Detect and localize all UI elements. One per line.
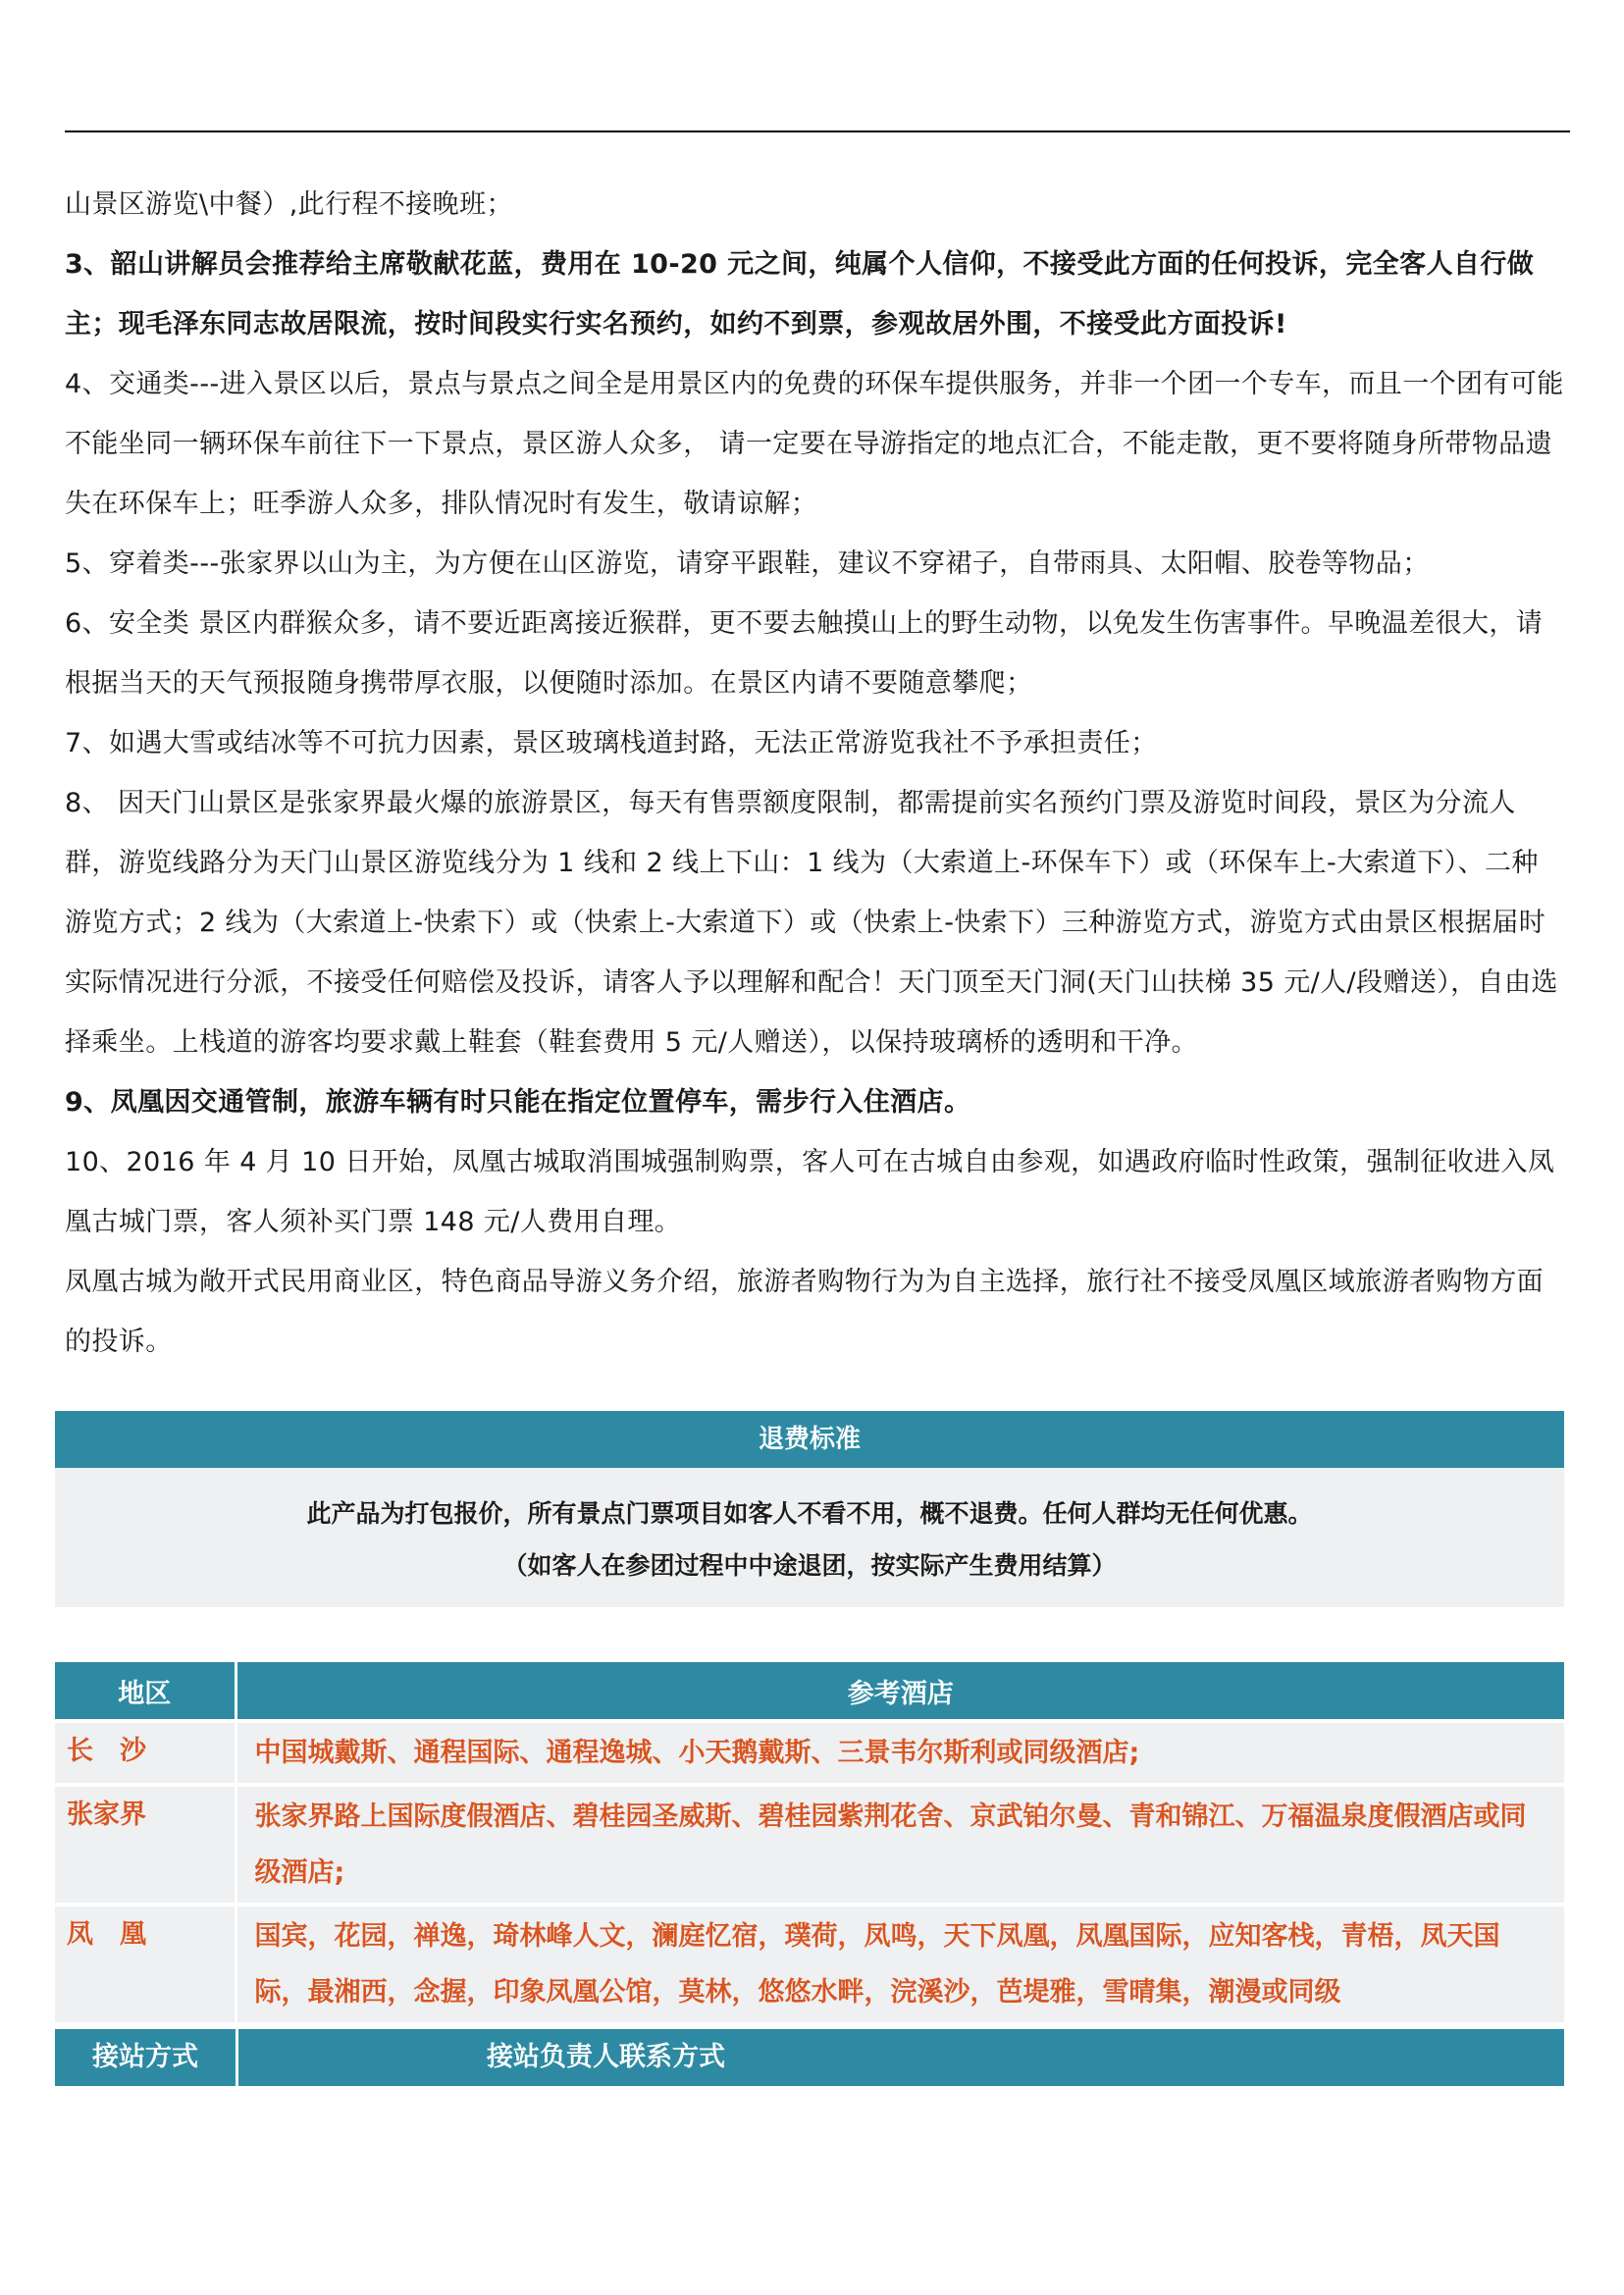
refund-panel	[55, 1411, 1564, 1607]
refund-title: 退费标准	[55, 1411, 1564, 1468]
region-cell: 长 沙	[55, 1721, 236, 1785]
pickup-contact-label: 接站负责人联系方式	[487, 2042, 725, 2072]
note-paragraph: 5、穿着类---张家界以山为主，为方便在山区游览，请穿平跟鞋，建议不穿裙子，自带雨具、太阳帽、胶卷等物品；	[65, 548, 1430, 579]
note-paragraph: 4、交通类---进入景区以后，景点与景点之间全是用景区内的免费的环保车提供服务，并非一个团一个专车，而且一个团有可能不能坐同一辆环保车前往下一下景点，景区游人众多， 请一定要在导游指定的地点汇合，不能走散，更不要将随身所带物品遗失在环保车上；旺季游人众多，排队情况时有发生，敬请谅解；	[65, 369, 1564, 519]
note-paragraph: 9、凤凰因交通管制，旅游车辆有时只能在指定位置停车，需步行入住酒店。	[65, 1087, 971, 1118]
table-row	[55, 1904, 1564, 2022]
refund-line: （如客人在参团过程中中途退团，按实际产生费用结算）	[502, 1551, 1117, 1580]
note-paragraph: 山景区游览\中餐）,此行程不接晚班；	[65, 189, 513, 220]
hotel-table-header	[55, 1662, 1564, 1721]
table-row	[55, 1785, 1564, 1904]
note-paragraph: 6、安全类 景区内群猴众多，请不要近距离接近猴群，更不要去触摸山上的野生动物，以免发生伤害事件。早晚温差很大，请根据当天的天气预报随身携带厚衣服，以便随时添加。在景区内请不要随意攀爬；	[65, 608, 1544, 699]
pickup-header	[55, 2029, 1564, 2086]
top-rule	[65, 130, 1570, 132]
hotel-table	[55, 1662, 1564, 2022]
note-paragraph: 7、如遇大雪或结冰等不可抗力因素，景区玻璃栈道封路，无法正常游览我社不予承担责任；	[65, 728, 1158, 758]
note-paragraph: 8、 因天门山景区是张家界最火爆的旅游景区，每天有售票额度限制，都需提前实名预约门票及游览时间段，景区为分流人群，游览线路分为天门山景区游览线分为 1 线和 2 线上下山：1 线为（大索道上-环保车下）或（环保车上-大索道下）、二种游览方式；2 线为（大索道上-快索下）或（快索上-大索道下）或（快索上-快索下）三种游览方式，游览方式由景区根据届时实际情况进行分派，不接受任何赔偿及投诉，请客人予以理解和配合！天门顶至天门洞(天门山扶梯 35 元/人/段赠送），自由选择乘坐。上栈道的游客均要求戴上鞋套（鞋套费用 5 元/人赠送），以保持玻璃桥的透明和干净。	[65, 788, 1558, 1058]
refund-line: 此产品为打包报价，所有景点门票项目如客人不看不用，概不退费。任何人群均无任何优惠。	[306, 1499, 1313, 1528]
region-cell: 张家界	[55, 1785, 236, 1904]
refund-body	[55, 1468, 1564, 1607]
hotel-cell: 张家界路上国际度假酒店、碧桂园圣威斯、碧桂园紫荆花舍、京武铂尔曼、青和锦江、万福温泉度假酒店或同级酒店;	[236, 1785, 1564, 1904]
notes-section	[65, 175, 1564, 1372]
region-cell: 凤 凰	[55, 1904, 236, 2022]
hotel-cell: 国宾，花园，禅逸，琦林峰人文，澜庭忆宿，璞荷，凤鸣，天下凤凰，凤凰国际，应知客栈，青梧，凤天国际，最湘西，念握，印象凤凰公馆，莫林，悠悠水畔，浣溪沙，芭堤雅，雪晴集，潮漫或同级	[236, 1904, 1564, 2022]
pickup-method-label: 接站方式	[55, 2029, 238, 2086]
hotel-cell: 中国城戴斯、通程国际、通程逸城、小天鹅戴斯、三景韦尔斯利或同级酒店;	[236, 1721, 1564, 1785]
table-row	[55, 1721, 1564, 1785]
note-paragraph: 3、韶山讲解员会推荐给主席敬献花蓝，费用在 10-20 元之间，纯属个人信仰，不接受此方面的任何投诉，完全客人自行做主；现毛泽东同志故居限流，按时间段实行实名预约，如约不到票，参观故居外围，不接受此方面投诉!	[65, 249, 1535, 339]
note-paragraph: 10、2016 年 4 月 10 日开始，凤凰古城取消围城强制购票，客人可在古城自由参观，如遇政府临时性政策，强制征收进入凤凰古城门票，客人须补买门票 148 元/人费用自理。	[65, 1147, 1555, 1237]
region-header: 地区	[55, 1662, 236, 1721]
hotel-header: 参考酒店	[236, 1662, 1564, 1721]
note-paragraph: 凤凰古城为敞开式民用商业区，特色商品导游义务介绍，旅游者购物行为为自主选择，旅行社不接受凤凰区域旅游者购物方面的投诉。	[65, 1267, 1544, 1357]
